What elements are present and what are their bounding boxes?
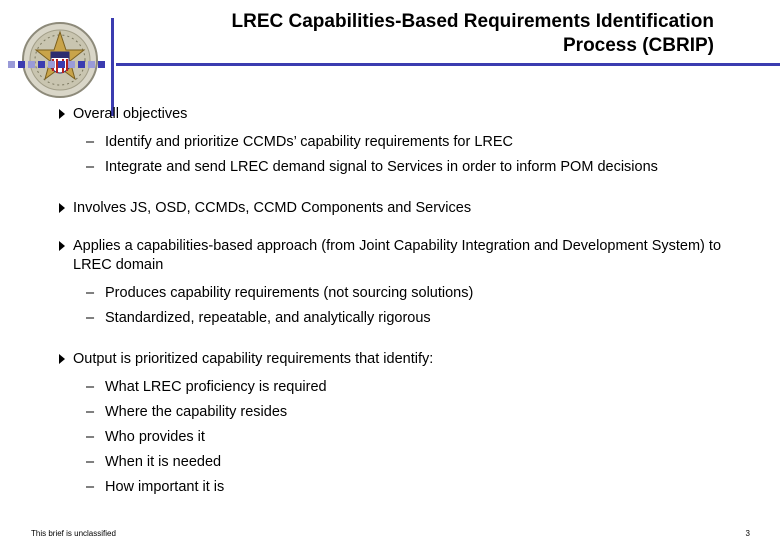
bullet-involves [58,199,738,218]
slide-content [58,105,738,500]
bullet-output [58,350,738,500]
sub-bullet-text: How important it is [105,479,225,495]
sub-bullet-text: Identify and prioritize CCMDs’ capability requirements for LREC [105,134,514,150]
triangle-bullet-icon [59,354,65,364]
sub-bullet-text: Integrate and send LREC demand signal to Services in order to inform POM decisions [105,159,658,175]
sub-bullet-text: Where the capability resides [105,404,288,420]
triangle-bullet-icon [59,109,65,119]
bullet-objectives [58,105,738,180]
sub-bullet: – Where the capability resides [86,404,288,420]
header-rule [116,63,780,66]
sub-bullet: – Produces capability requirements (not sourcing solutions) [86,285,474,301]
triangle-bullet-icon [59,203,65,213]
sub-bullet: – When it is needed [86,454,222,470]
sub-bullet: – Who provides it [86,429,205,445]
rule-square [38,61,45,68]
bullet-text: Applies a capabilities-based approach (from Joint Capability Integration and Development System) to LREC domain [73,238,722,273]
rule-square [18,61,25,68]
title-line-1: LREC Capabilities-Based Requirements Identification [231,11,714,32]
rule-square [48,61,55,68]
classification-footer: This brief is unclassified [31,529,116,538]
sub-bullet-text: When it is needed [105,454,222,470]
sub-bullet: – Standardized, repeatable, and analytically rigorous [86,310,431,326]
page-number: 3 [745,529,750,538]
triangle-bullet-icon [59,241,65,251]
sub-bullet: – Integrate and send LREC demand signal to Services in order to inform POM decisions [86,159,658,175]
bullet-approach [58,237,738,331]
rule-square [28,61,35,68]
bullet-text: Overall objectives [73,106,188,122]
sub-bullet-text: Produces capability requirements (not sourcing solutions) [105,285,474,301]
rule-square [68,61,75,68]
sub-bullet: – What LREC proficiency is required [86,379,327,395]
bullet-text: Involves JS, OSD, CCMDs, CCMD Components and Services [73,200,472,216]
rule-square [88,61,95,68]
sub-bullet-text: Who provides it [105,429,205,445]
sub-bullet-text: What LREC proficiency is required [105,379,327,395]
rule-square [98,61,105,68]
sub-bullet-text: Standardized, repeatable, and analytically rigorous [105,310,431,326]
sub-bullet: – Identify and prioritize CCMDs’ capability requirements for LREC [86,134,514,150]
bullet-text: Output is prioritized capability requirements that identify: [73,351,434,367]
rule-square [58,61,65,68]
sub-bullet: – How important it is [86,479,225,495]
rule-square [8,61,15,68]
header-vertical-accent [111,18,114,116]
rule-square [78,61,85,68]
title-line-2: Process (CBRIP) [563,35,714,56]
page-title [114,10,714,58]
